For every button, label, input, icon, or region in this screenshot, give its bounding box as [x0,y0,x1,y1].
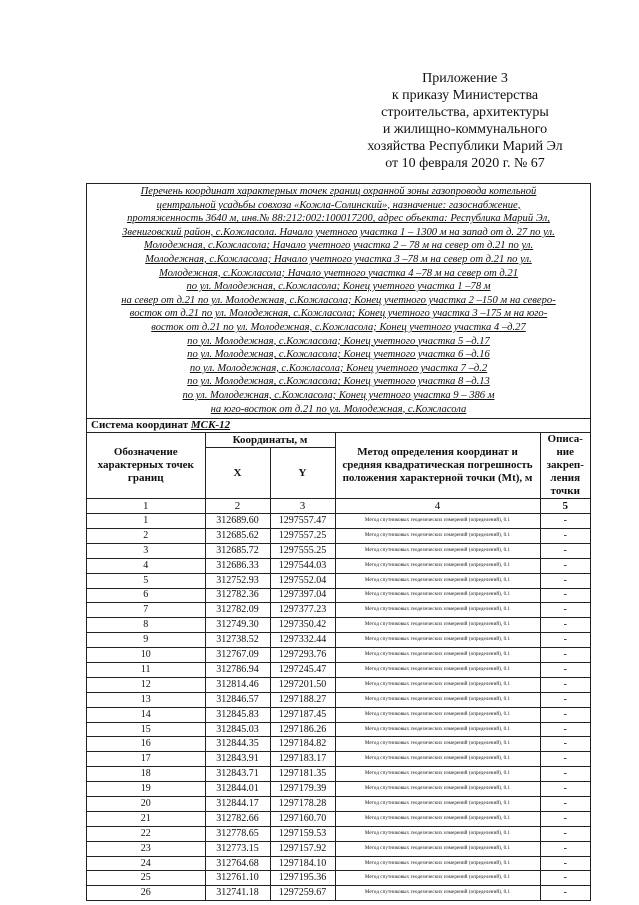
appendix-header [340,70,590,172]
table-row [87,618,590,633]
coord-y: 1297159.53 [270,826,335,841]
point-description: - [540,737,590,752]
method-cell: Метод спутниковых геодезических измерений (определений), 0.1 [335,767,540,782]
point-number: 26 [87,886,205,900]
description-line: Молодежная, с.Кожласола; Начало учетного участка 4 –78 м на север от д.21 [158,267,519,279]
point-description: - [540,573,590,588]
point-description: - [540,528,590,543]
table-row [87,573,590,588]
method-cell: Метод спутниковых геодезических измерений (определений), 0.1 [335,782,540,797]
point-description: - [540,856,590,871]
coord-x: 312752.93 [205,573,270,588]
column-number: 5 [540,499,590,514]
header-coordinates: Координаты, м [205,433,335,448]
description-line: по ул. Молодежная, с.Кожласола; Конец учетного участка 8 –д.13 [187,376,490,388]
table-row [87,707,590,722]
point-number: 5 [87,573,205,588]
coord-x: 312782.09 [205,603,270,618]
table-row [87,603,590,618]
method-cell: Метод спутниковых геодезических измерений (определений), 0.1 [335,514,540,529]
point-number: 16 [87,737,205,752]
point-description: - [540,603,590,618]
description-line: Молодежная, с.Кожласола; Начало учетного участка 3 –78 м на север от д.21 по ул. [145,253,532,265]
table-row [87,543,590,558]
point-description: - [540,811,590,826]
coordinates-table [87,433,590,900]
description-line: на север от д.21 по ул. Молодежная, с.Кожласола; Конец учетного участка 2 –150 м на северо- [121,294,556,306]
coord-x: 312767.09 [205,648,270,663]
method-cell: Метод спутниковых геодезических измерений (определений), 0.1 [335,573,540,588]
method-cell: Метод спутниковых геодезических измерений (определений), 0.1 [335,543,540,558]
coord-y: 1297181.35 [270,767,335,782]
coord-x: 312773.15 [205,841,270,856]
method-cell: Метод спутниковых геодезических измерений (определений), 0.1 [335,677,540,692]
point-description: - [540,558,590,573]
method-cell: Метод спутниковых геодезических измерений (определений), 0.1 [335,826,540,841]
description-line: протяженность 3640 м, инв.№ 88:212:002:100017200, адрес объекта: Республика Марий Эл, [127,213,550,225]
point-number: 7 [87,603,205,618]
coord-x: 312845.83 [205,707,270,722]
point-number: 12 [87,677,205,692]
column-number: 2 [205,499,270,514]
point-number: 21 [87,811,205,826]
method-cell: Метод спутниковых геодезических измерений (определений), 0.1 [335,618,540,633]
coord-y: 1297195.36 [270,871,335,886]
table-row [87,663,590,678]
method-cell: Метод спутниковых геодезических измерений (определений), 0.1 [335,663,540,678]
point-description: - [540,871,590,886]
point-description: - [540,782,590,797]
point-number: 9 [87,633,205,648]
coordinate-system-value: МСК-12 [190,419,231,432]
method-cell: Метод спутниковых геодезических измерений (определений), 0.1 [335,841,540,856]
method-cell: Метод спутниковых геодезических измерений (определений), 0.1 [335,811,540,826]
coord-y: 1297183.17 [270,752,335,767]
coord-x: 312814.46 [205,677,270,692]
description-line: по ул. Молодежная, с.Кожласола; Конец учетного участка 5 –д.17 [187,335,490,347]
coord-x: 312778.65 [205,826,270,841]
point-number: 18 [87,767,205,782]
coord-y: 1297186.26 [270,722,335,737]
column-number: 1 [87,499,205,514]
point-description: - [540,543,590,558]
column-number: 3 [270,499,335,514]
description-line: по ул. Молодежная, с.Кожласола; Конец учетного участка 7 –д.2 [189,362,488,374]
coord-x: 312685.62 [205,528,270,543]
description-line: по ул. Молодежная, с.Кожласола; Конец учетного участка 9 – 386 м [182,389,495,401]
table-header-row [87,433,590,448]
point-number: 22 [87,826,205,841]
description-line: по ул. Молодежная, с.Кожласола; Конец учетного участка 6 –д.16 [187,349,490,361]
point-number: 19 [87,782,205,797]
table-row [87,856,590,871]
coord-x: 312844.01 [205,782,270,797]
method-cell: Метод спутниковых геодезических измерений (определений), 0.1 [335,558,540,573]
description-line: Звениговский район, с.Кожласола. Начало учетного участка 1 – 1300 м на запад от д. 27 по ул. [122,226,555,238]
coord-y: 1297544.03 [270,558,335,573]
method-cell: Метод спутниковых геодезических измерений (определений), 0.1 [335,633,540,648]
coord-y: 1297160.70 [270,811,335,826]
coord-x: 312738.52 [205,633,270,648]
appendix-line: к приказу Министерства [391,88,539,103]
coord-y: 1297178.28 [270,797,335,812]
coord-y: 1297201.50 [270,677,335,692]
method-cell: Метод спутниковых геодезических измерений (определений), 0.1 [335,797,540,812]
coord-x: 312741.18 [205,886,270,900]
coord-x: 312782.66 [205,811,270,826]
point-description: - [540,633,590,648]
coord-y: 1297350.42 [270,618,335,633]
header-x: X [205,448,270,499]
point-number: 2 [87,528,205,543]
coordinate-system-label: Система координат [91,419,189,432]
table-row [87,811,590,826]
point-number: 3 [87,543,205,558]
column-number-row [87,499,590,514]
method-cell: Метод спутниковых геодезических измерений (определений), 0.1 [335,871,540,886]
coordinate-system [87,419,590,433]
coord-y: 1297157.92 [270,841,335,856]
table-row [87,633,590,648]
method-cell: Метод спутниковых геодезических измерений (определений), 0.1 [335,588,540,603]
point-description: - [540,707,590,722]
appendix-line: Приложение 3 [422,71,508,86]
coord-x: 312846.57 [205,692,270,707]
table-row [87,648,590,663]
coord-y: 1297557.47 [270,514,335,529]
coordinates-document-table [86,183,591,901]
table-row [87,871,590,886]
coord-x: 312782.36 [205,588,270,603]
appendix-line: от 10 февраля 2020 г. № 67 [385,156,545,171]
header-designation: Обозначение характерных точек границ [87,433,205,499]
coord-x: 312686.33 [205,558,270,573]
coord-y: 1297293.76 [270,648,335,663]
point-number: 11 [87,663,205,678]
coord-y: 1297245.47 [270,663,335,678]
header-method: Метод определения координат и средняя квадратическая погрешность положения характерной точки (Mt), м [335,433,540,499]
coord-y: 1297179.39 [270,782,335,797]
table-row [87,826,590,841]
description-line: на юго-восток от д.21 по ул. Молодежная, с.Кожласола [210,403,467,415]
method-cell: Метод спутниковых геодезических измерений (определений), 0.1 [335,648,540,663]
method-cell: Метод спутниковых геодезических измерений (определений), 0.1 [335,856,540,871]
table-row [87,841,590,856]
table-row [87,782,590,797]
coord-x: 312786.94 [205,663,270,678]
coord-y: 1297259.67 [270,886,335,900]
point-number: 23 [87,841,205,856]
point-number: 10 [87,648,205,663]
description-line: восток от д.21 по ул. Молодежная, с.Кожласола; Конец учетного участка 4 –д.27 [151,321,526,333]
coord-x: 312685.72 [205,543,270,558]
point-number: 14 [87,707,205,722]
point-number: 20 [87,797,205,812]
description-line: восток от д.21 по ул. Молодежная, с.Кожласола; Конец учетного участка 3 –175 м на юго- [129,308,548,320]
method-cell: Метод спутниковых геодезических измерений (определений), 0.1 [335,692,540,707]
appendix-line: и жилищно-коммунального [382,122,548,137]
point-number: 6 [87,588,205,603]
description-line: Перечень координат характерных точек границ охранной зоны газопровода котельной [140,186,537,197]
point-number: 4 [87,558,205,573]
point-description: - [540,618,590,633]
point-number: 15 [87,722,205,737]
table-row [87,752,590,767]
point-description: - [540,663,590,678]
coord-x: 312844.17 [205,797,270,812]
point-description: - [540,514,590,529]
coord-y: 1297188.27 [270,692,335,707]
method-cell: Метод спутниковых геодезических измерений (определений), 0.1 [335,707,540,722]
table-row [87,767,590,782]
table-row [87,514,590,529]
method-cell: Метод спутниковых геодезических измерений (определений), 0.1 [335,722,540,737]
coord-x: 312843.91 [205,752,270,767]
header-point-description: Описа-ние закреп-ления точки [540,433,590,499]
method-cell: Метод спутниковых геодезических измерений (определений), 0.1 [335,737,540,752]
coord-x: 312844.35 [205,737,270,752]
method-cell: Метод спутниковых геодезических измерений (определений), 0.1 [335,886,540,900]
point-number: 25 [87,871,205,886]
table-row [87,528,590,543]
point-description: - [540,648,590,663]
appendix-line: строительства, архитектуры [381,105,549,120]
point-description: - [540,722,590,737]
coord-y: 1297552.04 [270,573,335,588]
coord-y: 1297184.10 [270,856,335,871]
coord-y: 1297332.44 [270,633,335,648]
description-line: центральной усадьбы совхоза «Кожла-Солинский», назначение: газоснабжение, [156,199,521,211]
coord-y: 1297187.45 [270,707,335,722]
coord-x: 312689.60 [205,514,270,529]
table-row [87,692,590,707]
coord-x: 312764.68 [205,856,270,871]
coord-x: 312761.10 [205,871,270,886]
method-cell: Метод спутниковых геодезических измерений (определений), 0.1 [335,752,540,767]
point-description: - [540,588,590,603]
coord-y: 1297557.25 [270,528,335,543]
table-row [87,588,590,603]
coord-y: 1297555.25 [270,543,335,558]
point-description: - [540,692,590,707]
point-description: - [540,841,590,856]
point-description: - [540,767,590,782]
method-cell: Метод спутниковых геодезических измерений (определений), 0.1 [335,528,540,543]
table-row [87,558,590,573]
method-cell: Метод спутниковых геодезических измерений (определений), 0.1 [335,603,540,618]
point-number: 13 [87,692,205,707]
coord-y: 1297377.23 [270,603,335,618]
table-row [87,677,590,692]
point-description: - [540,677,590,692]
table-row [87,797,590,812]
point-description: - [540,886,590,900]
coord-y: 1297184.82 [270,737,335,752]
point-description: - [540,752,590,767]
appendix-line: хозяйства Республики Марий Эл [367,139,563,154]
coord-x: 312749.30 [205,618,270,633]
point-description: - [540,826,590,841]
point-number: 17 [87,752,205,767]
column-number: 4 [335,499,540,514]
table-row [87,737,590,752]
point-number: 1 [87,514,205,529]
point-description: - [540,797,590,812]
coord-y: 1297397.04 [270,588,335,603]
coord-x: 312845.03 [205,722,270,737]
table-row [87,722,590,737]
table-row [87,886,590,900]
point-number: 8 [87,618,205,633]
description-line: по ул. Молодежная, с.Кожласола; Конец учетного участка 1 –78 м [186,281,491,293]
coord-x: 312843.71 [205,767,270,782]
header-y: Y [270,448,335,499]
point-number: 24 [87,856,205,871]
description-line: Молодежная, с.Кожласола; Начало учетного участка 2 – 78 м на север от д.21 по ул. [143,240,534,252]
object-description [87,184,590,419]
